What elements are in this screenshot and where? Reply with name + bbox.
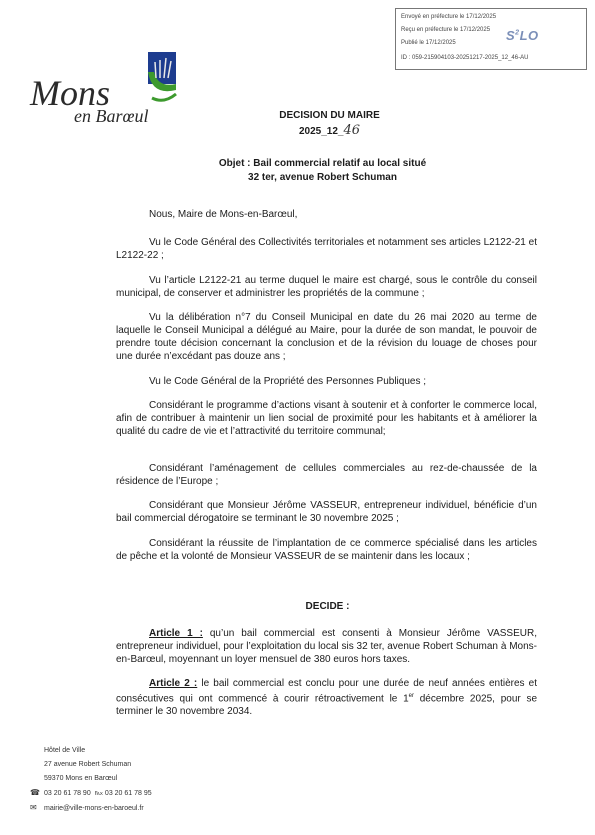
footer-email-line: ✉ mairie@ville-mons-en-baroeul.fr [44,801,152,816]
paragraph-preamble: Nous, Maire de Mons-en-Barœul, [149,209,298,220]
paragraph-vu-code-propriete: Vu le Code Général de la Propriété des Personnes Publiques ; [149,376,427,387]
footer-address [30,744,152,816]
handwritten-number: 46 [343,123,361,138]
paragraph-considerant-reussite: Considérant la réussite de l’implantation de ce commerce spécialisé dans les articles de pêche et la volonté de Monsieur VASSEUR de se maintenir dans les locaux ; [116,538,537,562]
paragraph-vu-cgct: Vu le Code Général des Collectivités territoriales et notamment ses articles L2122-21 et L2122-22 ; [116,237,537,261]
decide-heading: DECIDE : [305,601,350,612]
prefecture-stamp [395,8,587,70]
s2lo-logo: $S^2LO$ [506,28,539,43]
stamp-received: Reçu en préfecture le 17/12/2025 [401,27,491,33]
stamp-sent: Envoyé en préfecture le 17/12/2025 [401,14,497,20]
phone-icon: ☎ [30,788,40,797]
footer-phone-line: ☎ 03 20 61 78 90 ℻ 03 20 61 78 95 [44,786,152,801]
paragraph-considerant-amenagement: Considérant l’aménagement de cellules commerciales au rez-de-chaussée de la résidence de l’Europe ; [116,463,537,487]
logo-text-mons: Mons [30,73,110,113]
paragraph-vu-deliberation: Vu la délibération n°7 du Conseil Municipal en date du 26 mai 2020 au terme de laquelle le Conseil Municipal a délégué au Maire, pour la durée de son mandat, le pouvoir de prendre toute décision concernant la conclusion et de la révision du louage de choses pour une durée n’excédant pas douze ans ; [116,312,537,362]
footer-line-2: 27 avenue Robert Schuman [44,761,132,768]
object-line-1: Objet : Bail commercial relatif au local situé [218,158,427,169]
object-line-2: 32 ter, avenue Robert Schuman [248,172,397,183]
stamp-published: Publié le 17/12/2025 [401,40,456,46]
article-2-label: Article 2 : [149,678,198,689]
mail-icon: ✉ [30,803,37,812]
paragraph-considerant-bail: Considérant que Monsieur Jérôme VASSEUR, entrepreneur individuel, bénéficie d’un bail commercial dérogatoire se terminant le 30 novembre 2025 ; [116,500,537,524]
logo-text-en-baroeul: en Barœul [74,106,149,126]
footer-line-3: 59370 Mons en Barœul [44,775,118,782]
footer-line-1: Hôtel de Ville [44,747,86,754]
stamp-id: ID : 059-215904103-20251217-2025_12_46-AU [401,55,529,61]
article-2: Article 2 : le bail commercial est conclu pour une durée de neuf années entières et consécutives qui ont commencé à courir rétroactivement le 1er décembre 2025, pour se terminer le 30 novembre 2034. [116,678,538,718]
paragraph-considerant-programme: Considérant le programme d’actions visant à soutenir et à conforter le commerce local, afin de contribuer à maintenir un lien social de proximité pour les habitants et à améliorer la qualité du cadre de vie et l’attractivité du territoire communal; [116,400,537,437]
fax-icon: ℻ [94,790,103,797]
decision-title: DECISION DU MAIRE [279,110,380,121]
paragraph-vu-article: Vu l’article L2122-21 au terme duquel le maire est chargé, sous le contrôle du conseil municipal, de conserver et administrer les propriétés de la commune ; [116,275,537,299]
decision-number: 2025_12_46 [298,123,361,138]
city-emblem-icon [144,52,178,102]
article-1: Article 1 : qu’un bail commercial est consenti à Monsieur Jérôme VASSEUR, entrepreneur individuel, pour l’exploitation du local sis 32 ter, avenue Robert Schuman à Mons-en-Barœul, moyennant un loyer mensuel de 380 euros hors taxes. [116,628,537,665]
article-1-label: Article 1 : [149,628,203,639]
